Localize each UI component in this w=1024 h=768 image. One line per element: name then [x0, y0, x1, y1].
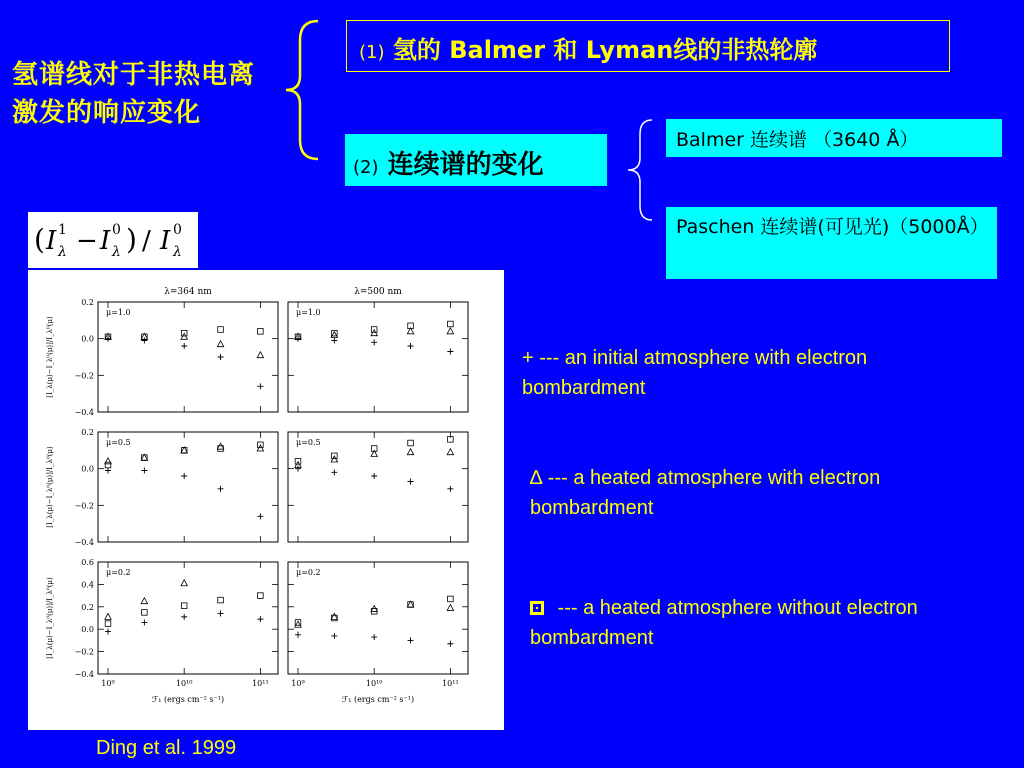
- panel-frame: [98, 302, 278, 412]
- legend-triangle-text: --- a heated atmosphere with electron bombardment: [530, 467, 881, 519]
- triangle-point: [257, 352, 263, 358]
- y-tick-label: −0.2: [74, 647, 94, 657]
- triangle-point: [217, 341, 223, 347]
- triangle-point: [217, 443, 223, 449]
- plus-point: [181, 473, 187, 479]
- x-tick-label: 10¹⁰: [175, 679, 193, 688]
- triangle-point: [447, 328, 453, 334]
- triangle-point: [331, 332, 337, 338]
- y-axis-label: [I_λ(μ)−I_λ⁰(μ)]/I_λ⁰(μ): [46, 577, 54, 659]
- triangle-point: [407, 449, 413, 455]
- y-tick-label: 0.2: [81, 428, 94, 437]
- svg-text:I: I: [160, 226, 171, 256]
- plus-point: [331, 338, 337, 344]
- svg-text:λ: λ: [112, 244, 121, 260]
- mu-label: μ=0.2: [296, 568, 321, 577]
- mu-label: μ=1.0: [106, 308, 131, 317]
- y-tick-label: −0.4: [74, 408, 94, 417]
- x-axis-label: ℱ₁ (ergs cm⁻² s⁻¹): [151, 695, 225, 704]
- small-brace: [622, 118, 658, 222]
- x-tick-label: 10¹⁰: [365, 679, 383, 688]
- svg-text:): ): [126, 223, 137, 256]
- y-tick-label: −0.4: [74, 538, 94, 547]
- slide-title: 氢谱线对于非热电离激发的响应变化: [12, 60, 256, 128]
- y-tick-label: 0.6: [81, 558, 94, 567]
- plus-point: [141, 338, 147, 344]
- square-point: [218, 327, 224, 333]
- mu-label: μ=0.5: [106, 438, 131, 447]
- svg-text:1: 1: [58, 222, 67, 238]
- svg-text:λ: λ: [58, 244, 67, 260]
- square-point: [218, 597, 224, 603]
- svg-text:I: I: [46, 226, 57, 256]
- column-title: λ=364 nm: [164, 287, 212, 297]
- mu-label: μ=1.0: [296, 308, 321, 317]
- svg-text:I: I: [100, 226, 111, 256]
- square-point: [448, 596, 454, 602]
- x-tick-label: 10¹¹: [252, 679, 269, 688]
- plus-point: [408, 343, 414, 349]
- item2-text: 连续谱的变化: [387, 150, 544, 180]
- panel-frame: [288, 302, 468, 412]
- legend-square-text: --- a heated atmosphere without electron bombardment: [530, 597, 918, 649]
- plus-point: [371, 634, 377, 640]
- square-point: [258, 593, 264, 599]
- svg-text:−: −: [76, 226, 98, 256]
- svg-text:λ: λ: [173, 244, 182, 260]
- svg-text:0: 0: [173, 222, 182, 238]
- y-axis-label: [I_λ(μ)−I_λ⁰(μ)]/I_λ⁰(μ): [46, 316, 54, 398]
- plus-point: [257, 513, 263, 519]
- svg-text:(: (: [34, 223, 45, 256]
- triangle-point: [181, 580, 187, 586]
- plus-point: [218, 611, 224, 617]
- y-tick-label: 0.0: [81, 334, 94, 344]
- plus-point: [331, 469, 337, 475]
- plus-point: [447, 641, 453, 647]
- citation: Ding et al. 1999: [96, 737, 237, 759]
- x-axis-label: ℱ₁ (ergs cm⁻² s⁻¹): [341, 695, 415, 704]
- svg-text:0: 0: [112, 222, 121, 238]
- plus-point: [181, 343, 187, 349]
- triangle-icon: ∆: [530, 467, 543, 489]
- y-tick-label: 0.0: [81, 625, 94, 635]
- x-tick-label: 10¹¹: [442, 679, 459, 688]
- y-axis-label: [I_λ(μ)−I_λ⁰(μ)]/I_λ⁰(μ): [46, 446, 54, 528]
- plus-point: [257, 616, 263, 622]
- paschen-continuum-box: Paschen 连续谱(可见光)（5000Å）: [666, 207, 997, 279]
- plus-point: [447, 486, 453, 492]
- item-nonthermal-profiles: [346, 20, 950, 72]
- plus-point: [105, 468, 111, 474]
- y-tick-label: 0.2: [81, 298, 94, 307]
- square-point: [142, 610, 148, 616]
- formula-graphic: [28, 212, 198, 268]
- square-point: [258, 329, 264, 335]
- y-tick-label: −0.2: [74, 501, 94, 511]
- triangle-point: [141, 598, 147, 604]
- plus-point: [408, 637, 414, 643]
- plus-point: [218, 486, 224, 492]
- y-tick-label: −0.2: [74, 371, 94, 381]
- plus-point: [295, 632, 301, 638]
- square-point: [105, 621, 111, 627]
- plus-point: [371, 473, 377, 479]
- x-tick-label: 10⁹: [291, 679, 305, 688]
- plus-point: [408, 479, 414, 485]
- item1-number: (1): [359, 42, 385, 63]
- mu-label: μ=0.5: [296, 438, 321, 447]
- plus-point: [141, 468, 147, 474]
- legend-triangle: [530, 463, 990, 523]
- plot-figure: [28, 270, 504, 730]
- plus-point: [105, 628, 111, 634]
- y-tick-label: 0.0: [81, 464, 94, 474]
- plus-point: [295, 466, 301, 472]
- plus-point: [141, 619, 147, 625]
- square-point: [181, 603, 187, 609]
- formula-box: [28, 212, 198, 268]
- triangle-point: [105, 458, 111, 464]
- triangle-point: [447, 604, 453, 610]
- triangle-point: [331, 613, 337, 619]
- item2-number: (2): [353, 157, 379, 178]
- panel-frame: [98, 432, 278, 542]
- item-continuum-change: [345, 134, 607, 186]
- triangle-point: [447, 449, 453, 455]
- panel-frame: [288, 432, 468, 542]
- triangle-point: [295, 621, 301, 627]
- square-outline-icon: [530, 601, 544, 615]
- triangle-point: [105, 613, 111, 619]
- svg-text:/: /: [142, 226, 151, 256]
- panel-frame: [98, 562, 278, 674]
- y-tick-label: 0.2: [81, 602, 94, 612]
- plus-point: [257, 383, 263, 389]
- legend-square: [530, 593, 990, 653]
- plus-point: [331, 633, 337, 639]
- plus-point: [447, 349, 453, 355]
- legend-plus: + --- an initial atmosphere with electron bombardment: [522, 347, 868, 399]
- square-point: [408, 440, 414, 446]
- left-brace: [282, 18, 322, 163]
- plus-point: [371, 339, 377, 345]
- square-point: [105, 462, 111, 468]
- square-point: [332, 615, 338, 621]
- item1-text: 氢的 Balmer 和 Lyman线的非热轮廓: [392, 36, 818, 64]
- square-point: [448, 321, 454, 327]
- panel-frame: [288, 562, 468, 674]
- column-title: λ=500 nm: [354, 287, 402, 297]
- y-tick-label: 0.4: [81, 580, 94, 590]
- mu-label: μ=0.2: [106, 568, 131, 577]
- plot-svg: [28, 270, 504, 730]
- balmer-continuum-box: Balmer 连续谱 （3640 Å）: [666, 119, 1002, 157]
- y-tick-label: −0.4: [74, 670, 94, 679]
- plus-point: [218, 354, 224, 360]
- x-tick-label: 10⁹: [101, 679, 115, 688]
- plus-point: [181, 614, 187, 620]
